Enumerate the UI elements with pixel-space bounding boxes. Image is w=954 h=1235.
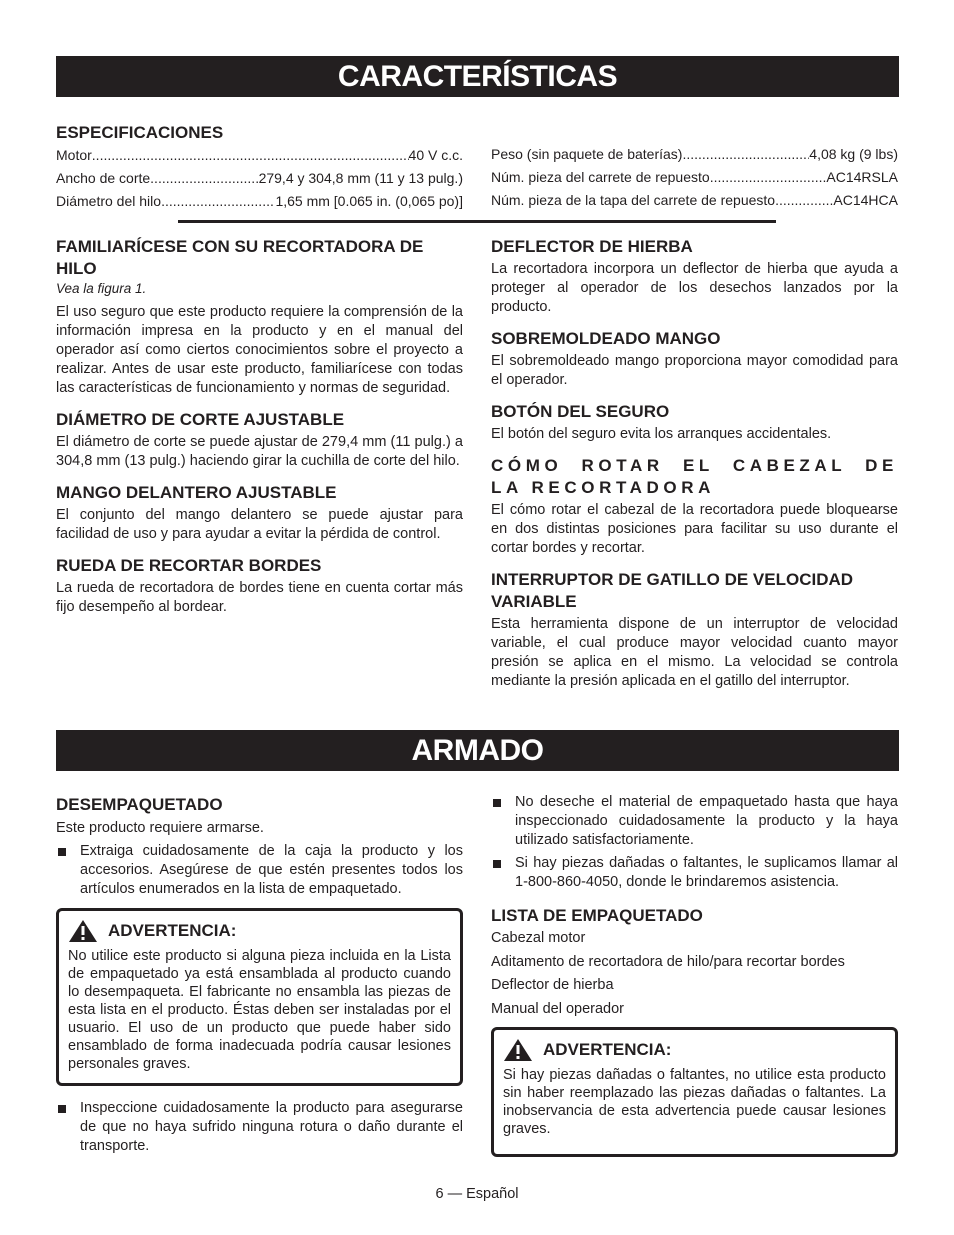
spec-label: Diámetro del hilo	[56, 193, 162, 209]
section-text: El botón del seguro evita los arranques accidentales.	[491, 426, 832, 442]
bullet-text: Extraiga cuidadosamente de la caja la producto y los accesorios. Asegúrese de que estén presentes todos los artículos enumerados en la lista de empaquetado.	[80, 843, 463, 897]
section-heading: BOTÓN DEL SEGURO	[491, 402, 670, 421]
armado-right	[491, 793, 898, 1021]
armado-left-bottom	[56, 1099, 463, 1156]
spec-label: Núm. pieza del carrete de repuesto	[491, 169, 710, 185]
warning-text: Si hay piezas dañadas o faltantes, no utilice esta producto sin haber reemplazado las piezas dañadas o faltantes. La inobservancia de esta advertencia puede causar lesiones graves.	[503, 1067, 886, 1137]
spec-row	[56, 190, 463, 213]
spec-label: Peso (sin paquete de baterías)	[491, 146, 683, 162]
specs-left	[56, 122, 463, 213]
bullet-item	[56, 842, 463, 899]
section-heading: RUEDA DE RECORTAR BORDES	[56, 556, 322, 575]
packing-list-item: Cabezal motor	[491, 930, 586, 946]
section-text: El uso seguro que este producto requiere la comprensión de la información impresa en la producto y en el manual del operador así como ciertos conocimientos sobre el proyecto a realizar. Antes de usar este producto, familiarícese con todas las características de funcionamiento y normas de seguridad.	[56, 304, 463, 396]
packing-list-item: Manual del operador	[491, 1000, 625, 1017]
spec-value: 1,65 mm [0.065 in. (0,065 po)]	[275, 193, 463, 209]
section-text: El sobremoldeado mango proporciona mayor comodidad para el operador.	[491, 353, 898, 388]
spec-row	[56, 167, 463, 190]
features-left	[56, 236, 463, 617]
armado-left	[56, 794, 463, 899]
spec-value: 4,08 kg (9 lbs)	[809, 146, 898, 162]
warning-label: ADVERTENCIA:	[108, 921, 237, 940]
warning-header	[503, 1038, 886, 1062]
section-banner-caracteristicas: CARACTERÍSTICAS	[56, 56, 899, 97]
warning-triangle-icon	[68, 919, 98, 943]
section-heading: DIÁMETRO DE CORTE AJUSTABLE	[56, 410, 345, 429]
section-heading: INTERRUPTOR DE GATILLO DE VELOCIDAD VARIABLE	[491, 570, 854, 611]
spec-value: 279,4 y 304,8 mm (11 y 13 pulg.)	[258, 170, 463, 186]
packing-list-item: Aditamento de recortadora de hilo/para recortar bordes	[491, 953, 845, 970]
bullet-text: No deseche el material de empaquetado hasta que haya inspeccionado cuidadosamente la producto y la haya utilizado satisfactoriamente.	[515, 794, 898, 848]
specs-right	[491, 143, 898, 212]
bullet-square-icon	[58, 848, 66, 856]
section-text: El conjunto del mango delantero se puede ajustar para facilidad de uso y para ayudar a evitar la pérdida de control.	[56, 507, 463, 542]
figure-reference: Vea la figura 1.	[56, 281, 147, 296]
bullet-text: Si hay piezas dañadas o faltantes, le suplicamos llamar al 1-800-860-4050, donde le brindaremos asistencia.	[515, 855, 898, 890]
section-text: La rueda de recortadora de bordes tiene en cuenta cortar más fijo desempeño al bordear.	[56, 580, 463, 615]
section-heading: LISTA DE EMPAQUETADO	[491, 906, 703, 925]
bullet-item	[56, 1099, 463, 1156]
spec-row	[491, 166, 898, 189]
spec-label: Núm. pieza de la tapa del carrete de repuesto	[491, 192, 776, 208]
section-text: La recortadora incorpora un deflector de hierba que ayuda a proteger al operador de los desechos lanzados por la producto.	[491, 261, 898, 315]
divider	[178, 220, 776, 223]
bullet-square-icon	[58, 1105, 66, 1113]
packing-list-item: Deflector de hierba	[491, 977, 614, 993]
warning-header	[68, 919, 451, 943]
spec-label: Motor	[56, 147, 92, 163]
spec-row	[491, 143, 898, 166]
warning-label: ADVERTENCIA:	[543, 1040, 672, 1059]
section-heading: CÓMO ROTAR EL CABEZAL DE LA RECORTADORA	[491, 456, 898, 497]
spec-value: 40 V c.c.	[408, 147, 463, 163]
bullet-item	[491, 854, 898, 892]
spec-row	[56, 144, 463, 167]
spec-row	[491, 189, 898, 212]
warning-box	[491, 1027, 898, 1157]
section-text: El cómo rotar el cabezal de la recortadora puede bloquearse en dos distintas posiciones para facilitar su uso durante el cortar bordes y recortar.	[491, 502, 898, 556]
spec-value: AC14RSLA	[826, 169, 898, 185]
section-heading: MANGO DELANTERO AJUSTABLE	[56, 483, 337, 502]
specs-heading: ESPECIFICACIONES	[56, 123, 224, 142]
spec-value: AC14HCA	[833, 192, 898, 208]
section-banner-armado: ARMADO	[56, 730, 899, 771]
warning-triangle-icon	[503, 1038, 533, 1062]
spec-label: Ancho de corte	[56, 170, 151, 186]
section-heading: FAMILIARÍCESE CON SU RECORTADORA DE HILO	[56, 237, 424, 278]
section-text: Esta herramienta dispone de un interruptor de velocidad variable, el cual produce mayor velocidad cuanto mayor presión se aplica en el mismo. La velocidad se controla mediante la presión aplicada en el gatillo del interruptor.	[491, 616, 898, 689]
section-text: El diámetro de corte se puede ajustar de 279,4 mm (11 pulg.) a 304,8 mm (13 pulg.) haciendo girar la cuchilla de corte del hilo.	[56, 434, 463, 469]
page-footer: 6 — Español	[435, 1186, 519, 1202]
section-heading: SOBREMOLDEADO MANGO	[491, 329, 721, 348]
bullet-square-icon	[493, 799, 501, 807]
bullet-item	[491, 793, 898, 850]
section-heading: DESEMPAQUETADO	[56, 795, 223, 814]
bullet-square-icon	[493, 860, 501, 868]
section-heading: DEFLECTOR DE HIERBA	[491, 237, 693, 256]
warning-text: No utilice este producto si alguna pieza incluida en la Lista de empaquetado ya está ensamblada al producto cuando lo desempaqueta. El fabricante no ensambla las piezas de esta lista en el producto. Éstas deben ser instaladas por el usuario. El uso de un producto que puede haber sido ensamblado de forma inadecuada podría causar lesiones personales graves.	[68, 948, 451, 1072]
features-right	[491, 236, 898, 691]
bullet-text: Inspeccione cuidadosamente la producto para asegurarse de que no haya sufrido ninguna rotura o daño durante el transporte.	[80, 1100, 463, 1154]
section-text: Este producto requiere armarse.	[56, 820, 264, 836]
warning-box	[56, 908, 463, 1086]
